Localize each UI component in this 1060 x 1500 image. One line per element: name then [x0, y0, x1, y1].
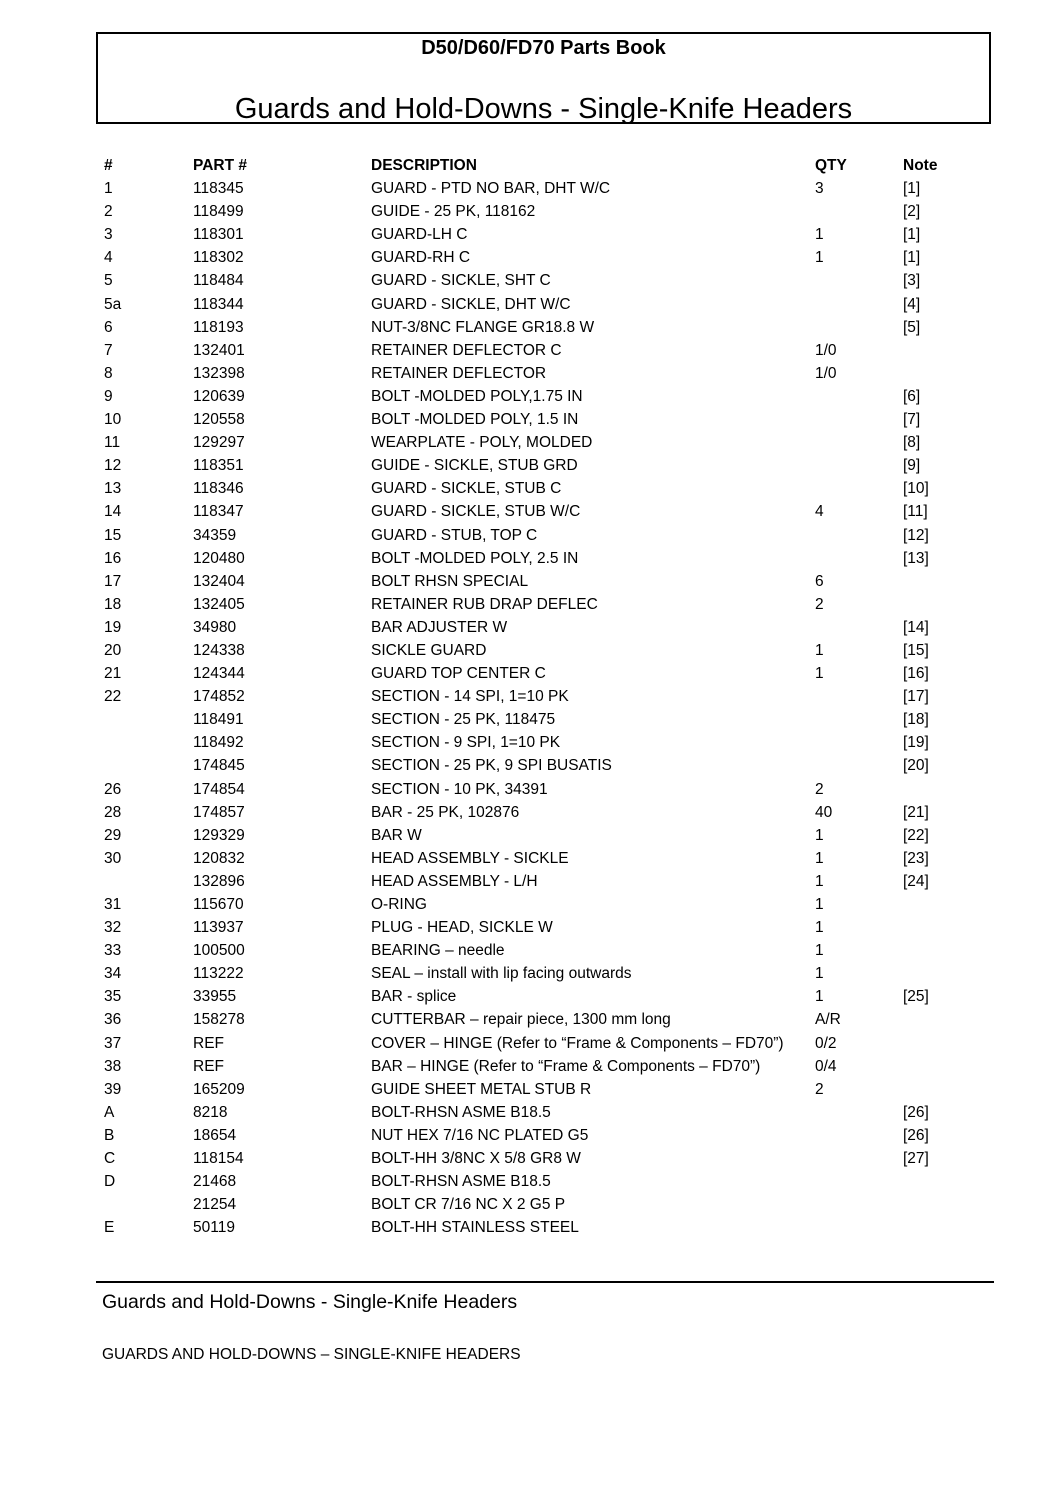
table-row: [104, 1008, 963, 1031]
table-row: [104, 778, 963, 801]
page-title: Guards and Hold-Downs - Single-Knife Headers: [234, 93, 853, 125]
table-row: [104, 1124, 963, 1147]
description-cell: NUT HEX 7/16 NC PLATED G5: [371, 1126, 589, 1144]
qty-cell: 1: [815, 665, 824, 683]
qty-cell: [815, 316, 903, 339]
table-row: [104, 477, 963, 500]
description-cell: BAR W: [371, 826, 422, 844]
qty-cell: 0/4: [815, 1057, 837, 1075]
qty-cell: 1: [815, 641, 824, 659]
note-cell: [27]: [903, 1150, 929, 1168]
table-row: [104, 500, 963, 523]
note-cell: [903, 362, 963, 385]
table-row: [104, 1147, 963, 1170]
description-cell: BOLT -MOLDED POLY, 1.5 IN: [371, 411, 579, 429]
part-number-cell: 20: [104, 641, 122, 659]
part-id-cell: 174857: [193, 803, 245, 821]
qty-cell: 3: [815, 180, 824, 198]
description-cell: BOLT CR 7/16 NC X 2 G5 P: [371, 1196, 566, 1214]
table-row: [104, 293, 963, 316]
table-row: [104, 408, 963, 431]
note-cell: [903, 1078, 963, 1101]
description-cell: BOLT-RHSN ASME B18.5: [371, 1103, 551, 1121]
qty-cell: [815, 200, 903, 223]
part-id-cell: 21468: [193, 1173, 237, 1191]
part-id-cell: 174854: [193, 780, 245, 798]
part-id-cell: 174845: [193, 757, 245, 775]
part-id-cell: 118345: [193, 180, 244, 198]
note-cell: [903, 1216, 963, 1239]
qty-cell: [815, 293, 903, 316]
part-number-cell: 7: [104, 341, 113, 359]
part-number-cell: C: [104, 1150, 116, 1168]
table-row: [104, 339, 963, 362]
part-number-cell: [104, 754, 193, 777]
table-row: [104, 1032, 963, 1055]
part-id-cell: 118301: [193, 226, 244, 244]
note-cell: [17]: [903, 688, 929, 706]
table-row: [104, 431, 963, 454]
qty-cell: 1: [815, 872, 824, 890]
note-cell: [11]: [903, 503, 928, 521]
description-cell: PLUG - HEAD, SICKLE W: [371, 919, 553, 937]
table-row: [104, 870, 963, 893]
footer-title: Guards and Hold-Downs - Single-Knife Headers: [102, 1291, 518, 1313]
part-id-cell: 113937: [193, 919, 244, 937]
table-row: [104, 916, 963, 939]
table-row: [104, 385, 963, 408]
part-number-cell: 37: [104, 1034, 122, 1052]
qty-cell: 1: [815, 942, 824, 960]
qty-cell: 1/0: [815, 364, 837, 382]
note-cell: [1]: [903, 249, 921, 267]
description-cell: GUARD - SICKLE, STUB C: [371, 480, 562, 498]
table-row: [104, 847, 963, 870]
part-id-cell: 18654: [193, 1126, 237, 1144]
part-id-cell: 118302: [193, 249, 244, 267]
description-cell: BEARING – needle: [371, 942, 505, 960]
note-cell: [903, 1055, 963, 1078]
table-row: [104, 1055, 963, 1078]
qty-cell: [815, 524, 903, 547]
qty-cell: 2: [815, 780, 824, 798]
part-id-cell: 132405: [193, 595, 245, 613]
table-row: [104, 985, 963, 1008]
part-id-cell: 50119: [193, 1219, 235, 1237]
note-cell: [903, 939, 963, 962]
part-number-cell: 36: [104, 1011, 122, 1029]
description-cell: GUARD-RH C: [371, 249, 471, 267]
part-id-cell: 118492: [193, 734, 244, 752]
part-id-cell: 21254: [193, 1196, 237, 1214]
part-number-cell: 1: [104, 180, 113, 198]
part-id-cell: 129297: [193, 434, 245, 452]
description-cell: BOLT-HH STAINLESS STEEL: [371, 1219, 579, 1237]
table-row: [104, 962, 963, 985]
qty-cell: [815, 1101, 903, 1124]
note-cell: [14]: [903, 618, 929, 636]
note-cell: [903, 916, 963, 939]
description-cell: RETAINER DEFLECTOR C: [371, 341, 562, 359]
qty-cell: 2: [815, 1080, 824, 1098]
part-number-cell: 11: [104, 434, 121, 452]
description-cell: SECTION - 14 SPI, 1=10 PK: [371, 688, 569, 706]
note-cell: [20]: [903, 757, 929, 775]
part-number-cell: 3: [104, 226, 113, 244]
part-number-cell: 29: [104, 826, 122, 844]
description-cell: SECTION - 25 PK, 118475: [371, 711, 556, 729]
qty-cell: [815, 269, 903, 292]
qty-cell: [815, 431, 903, 454]
column-header-part: PART #: [193, 157, 247, 174]
table-row: [104, 524, 963, 547]
note-cell: [903, 593, 963, 616]
description-cell: GUARD TOP CENTER C: [371, 665, 546, 683]
note-cell: [903, 339, 963, 362]
description-cell: GUIDE - SICKLE, STUB GRD: [371, 457, 578, 475]
part-number-cell: 14: [104, 503, 122, 521]
part-number-cell: E: [104, 1219, 115, 1237]
part-id-cell: 113222: [193, 965, 244, 983]
footer-divider: [96, 1281, 994, 1283]
part-id-cell: 33955: [193, 988, 237, 1006]
description-cell: BOLT -MOLDED POLY,1.75 IN: [371, 387, 583, 405]
part-number-cell: 34: [104, 965, 122, 983]
description-cell: GUARD - SICKLE, STUB W/C: [371, 503, 581, 521]
table-row: [104, 893, 963, 916]
qty-cell: A/R: [815, 1011, 841, 1029]
part-number-cell: [104, 731, 193, 754]
description-cell: SECTION - 25 PK, 9 SPI BUSATIS: [371, 757, 612, 775]
note-cell: [2]: [903, 203, 921, 221]
note-cell: [903, 1170, 963, 1193]
part-number-cell: 10: [104, 411, 122, 429]
parts-table: [104, 154, 963, 1239]
note-cell: [1]: [903, 180, 921, 198]
part-id-cell: 120480: [193, 549, 245, 567]
note-cell: [26]: [903, 1103, 929, 1121]
table-header-row: [104, 154, 963, 177]
part-id-cell: 118344: [193, 295, 244, 313]
note-cell: [903, 1008, 963, 1031]
description-cell: SECTION - 9 SPI, 1=10 PK: [371, 734, 561, 752]
note-cell: [10]: [903, 480, 929, 498]
note-cell: [903, 893, 963, 916]
qty-cell: [815, 385, 903, 408]
table-row: [104, 269, 963, 292]
table-row: [104, 708, 963, 731]
qty-cell: 1: [815, 226, 824, 244]
description-cell: BOLT -MOLDED POLY, 2.5 IN: [371, 549, 579, 567]
part-id-cell: 132404: [193, 572, 245, 590]
part-id-cell: 100500: [193, 942, 245, 960]
part-number-cell: D: [104, 1173, 116, 1191]
part-id-cell: 118484: [193, 272, 244, 290]
qty-cell: 1/0: [815, 341, 837, 359]
part-number-cell: 35: [104, 988, 122, 1006]
description-cell: RETAINER RUB DRAP DEFLEC: [371, 595, 598, 613]
part-number-cell: 4: [104, 249, 113, 267]
part-number-cell: 21: [104, 665, 122, 683]
part-id-cell: 115670: [193, 896, 244, 913]
description-cell: CUTTERBAR – repair piece, 1300 mm long: [371, 1011, 671, 1029]
part-id-cell: 118154: [193, 1150, 244, 1168]
qty-cell: 0/2: [815, 1034, 837, 1052]
qty-cell: [815, 547, 903, 570]
qty-cell: [815, 408, 903, 431]
note-cell: [16]: [903, 665, 929, 683]
part-id-cell: 118193: [193, 318, 244, 336]
part-number-cell: 31: [104, 896, 122, 913]
qty-cell: [815, 685, 903, 708]
part-id-cell: 8218: [193, 1103, 228, 1121]
column-header-note: Note: [903, 157, 938, 174]
part-number-cell: 13: [104, 480, 122, 498]
part-number-cell: 33: [104, 942, 122, 960]
qty-cell: [815, 1216, 903, 1239]
part-number-cell: 38: [104, 1057, 122, 1075]
part-number-cell: 32: [104, 919, 122, 937]
table-row: [104, 316, 963, 339]
part-id-cell: 129329: [193, 826, 245, 844]
qty-cell: [815, 1193, 903, 1216]
book-title: D50/D60/FD70 Parts Book: [421, 37, 666, 59]
table-row: [104, 616, 963, 639]
description-cell: GUARD-LH C: [371, 226, 468, 244]
part-id-cell: 34359: [193, 526, 237, 544]
part-number-cell: 2: [104, 203, 113, 221]
table-row: [104, 593, 963, 616]
table-row: [104, 454, 963, 477]
part-number-cell: 8: [104, 364, 113, 382]
table-row: [104, 1216, 963, 1239]
note-cell: [1]: [903, 226, 921, 244]
qty-cell: 1: [815, 988, 824, 1006]
part-number-cell: A: [104, 1103, 115, 1121]
part-number-cell: 6: [104, 318, 113, 336]
qty-cell: [815, 708, 903, 731]
note-cell: [8]: [903, 434, 921, 452]
description-cell: BAR – HINGE (Refer to “Frame & Components – FD70”): [371, 1057, 761, 1075]
part-number-cell: [104, 1193, 193, 1216]
table-row: [104, 1193, 963, 1216]
description-cell: NUT-3/8NC FLANGE GR18.8 W: [371, 318, 595, 336]
note-cell: [24]: [903, 872, 929, 890]
table-row: [104, 570, 963, 593]
part-number-cell: 17: [104, 572, 122, 590]
part-number-cell: 26: [104, 780, 122, 798]
table-row: [104, 662, 963, 685]
part-id-cell: 132398: [193, 364, 245, 382]
description-cell: GUARD - SICKLE, DHT W/C: [371, 295, 571, 313]
table-row: [104, 939, 963, 962]
part-id-cell: 118347: [193, 503, 244, 521]
note-cell: [5]: [903, 318, 921, 336]
part-number-cell: 5: [104, 272, 113, 290]
part-id-cell: 174852: [193, 688, 245, 706]
part-id-cell: 158278: [193, 1011, 245, 1029]
qty-cell: [815, 1124, 903, 1147]
part-id-cell: REF: [193, 1057, 224, 1075]
part-id-cell: 120832: [193, 849, 245, 867]
part-id-cell: 132896: [193, 872, 245, 890]
table-row: [104, 1101, 963, 1124]
column-header-qty: QTY: [815, 157, 847, 174]
table-row: [104, 801, 963, 824]
header-box: [96, 32, 991, 124]
note-cell: [23]: [903, 849, 929, 867]
qty-cell: 2: [815, 595, 824, 613]
qty-cell: [815, 1170, 903, 1193]
description-cell: HEAD ASSEMBLY - SICKLE: [371, 849, 569, 867]
description-cell: WEARPLATE - POLY, MOLDED: [371, 434, 593, 452]
note-cell: [25]: [903, 988, 929, 1006]
part-number-cell: 18: [104, 595, 122, 613]
description-cell: BAR ADJUSTER W: [371, 618, 508, 636]
part-id-cell: 165209: [193, 1080, 245, 1098]
part-number-cell: 39: [104, 1080, 122, 1098]
description-cell: SICKLE GUARD: [371, 641, 487, 659]
part-id-cell: 120639: [193, 387, 245, 405]
note-cell: [6]: [903, 387, 921, 405]
note-cell: [3]: [903, 272, 921, 290]
table-row: [104, 754, 963, 777]
qty-cell: [815, 1147, 903, 1170]
qty-cell: 1: [815, 896, 824, 913]
qty-cell: [815, 454, 903, 477]
description-cell: COVER – HINGE (Refer to “Frame & Components – FD70”): [371, 1034, 784, 1052]
qty-cell: [815, 754, 903, 777]
note-cell: [7]: [903, 411, 921, 429]
part-id-cell: 132401: [193, 341, 245, 359]
qty-cell: 40: [815, 803, 833, 821]
note-cell: [18]: [903, 711, 929, 729]
part-id-cell: 34980: [193, 618, 237, 636]
table-row: [104, 1078, 963, 1101]
part-id-cell: 118499: [193, 203, 244, 221]
table-row: [104, 200, 963, 223]
description-cell: BAR - 25 PK, 102876: [371, 803, 520, 821]
table-row: [104, 362, 963, 385]
part-number-cell: 22: [104, 688, 122, 706]
table-row: [104, 547, 963, 570]
part-number-cell: B: [104, 1126, 115, 1144]
part-id-cell: 120558: [193, 411, 245, 429]
part-id-cell: 124338: [193, 641, 245, 659]
part-number-cell: 9: [104, 387, 113, 405]
part-number-cell: 30: [104, 849, 122, 867]
footer-caption: GUARDS AND HOLD-DOWNS – SINGLE-KNIFE HEADERS: [102, 1346, 521, 1363]
note-cell: [9]: [903, 457, 921, 475]
part-number-cell: 5a: [104, 295, 122, 313]
part-number-cell: 28: [104, 803, 122, 821]
part-number-cell: [104, 708, 193, 731]
qty-cell: 1: [815, 965, 824, 983]
qty-cell: [815, 477, 903, 500]
note-cell: [21]: [903, 803, 929, 821]
note-cell: [903, 962, 963, 985]
description-cell: GUIDE - 25 PK, 118162: [371, 203, 536, 221]
qty-cell: 1: [815, 849, 824, 867]
table-row: [104, 685, 963, 708]
part-number-cell: 15: [104, 526, 122, 544]
table-row: [104, 824, 963, 847]
note-cell: [903, 570, 963, 593]
description-cell: SEAL – install with lip facing outwards: [371, 965, 632, 983]
part-number-cell: 12: [104, 457, 122, 475]
note-cell: [4]: [903, 295, 921, 313]
part-id-cell: 118491: [193, 711, 244, 729]
description-cell: GUARD - STUB, TOP C: [371, 526, 538, 544]
description-cell: RETAINER DEFLECTOR: [371, 364, 547, 382]
part-id-cell: REF: [193, 1034, 224, 1052]
description-cell: GUARD - SICKLE, SHT C: [371, 272, 551, 290]
note-cell: [15]: [903, 641, 929, 659]
description-cell: BOLT-RHSN ASME B18.5: [371, 1173, 551, 1191]
table-row: [104, 223, 963, 246]
qty-cell: [815, 616, 903, 639]
table-row: [104, 177, 963, 200]
qty-cell: 1: [815, 249, 824, 267]
part-id-cell: 118346: [193, 480, 244, 498]
part-number-cell: 19: [104, 618, 122, 636]
note-cell: [903, 1032, 963, 1055]
description-cell: HEAD ASSEMBLY - L/H: [371, 872, 538, 890]
table-row: [104, 731, 963, 754]
column-header-number: #: [104, 157, 113, 174]
column-header-description: DESCRIPTION: [371, 157, 477, 174]
part-number-cell: [104, 870, 193, 893]
part-id-cell: 118351: [193, 457, 244, 475]
description-cell: GUARD - PTD NO BAR, DHT W/C: [371, 180, 611, 198]
part-number-cell: 16: [104, 549, 122, 567]
table-row: [104, 246, 963, 269]
note-cell: [19]: [903, 734, 929, 752]
note-cell: [12]: [903, 526, 929, 544]
note-cell: [26]: [903, 1126, 929, 1144]
qty-cell: 1: [815, 826, 824, 844]
description-cell: O-RING: [371, 896, 427, 913]
description-cell: BOLT-HH 3/8NC X 5/8 GR8 W: [371, 1150, 581, 1168]
qty-cell: 4: [815, 503, 824, 521]
qty-cell: 6: [815, 572, 824, 590]
note-cell: [903, 778, 963, 801]
note-cell: [903, 1193, 963, 1216]
description-cell: GUIDE SHEET METAL STUB R: [371, 1080, 592, 1098]
table-row: [104, 1170, 963, 1193]
description-cell: SECTION - 10 PK, 34391: [371, 780, 548, 798]
note-cell: [13]: [903, 549, 929, 567]
description-cell: BOLT RHSN SPECIAL: [371, 572, 529, 590]
qty-cell: [815, 731, 903, 754]
parts-table-body: [104, 177, 963, 1239]
qty-cell: 1: [815, 919, 824, 937]
part-id-cell: 124344: [193, 665, 245, 683]
description-cell: BAR - splice: [371, 988, 457, 1006]
table-row: [104, 639, 963, 662]
note-cell: [22]: [903, 826, 929, 844]
